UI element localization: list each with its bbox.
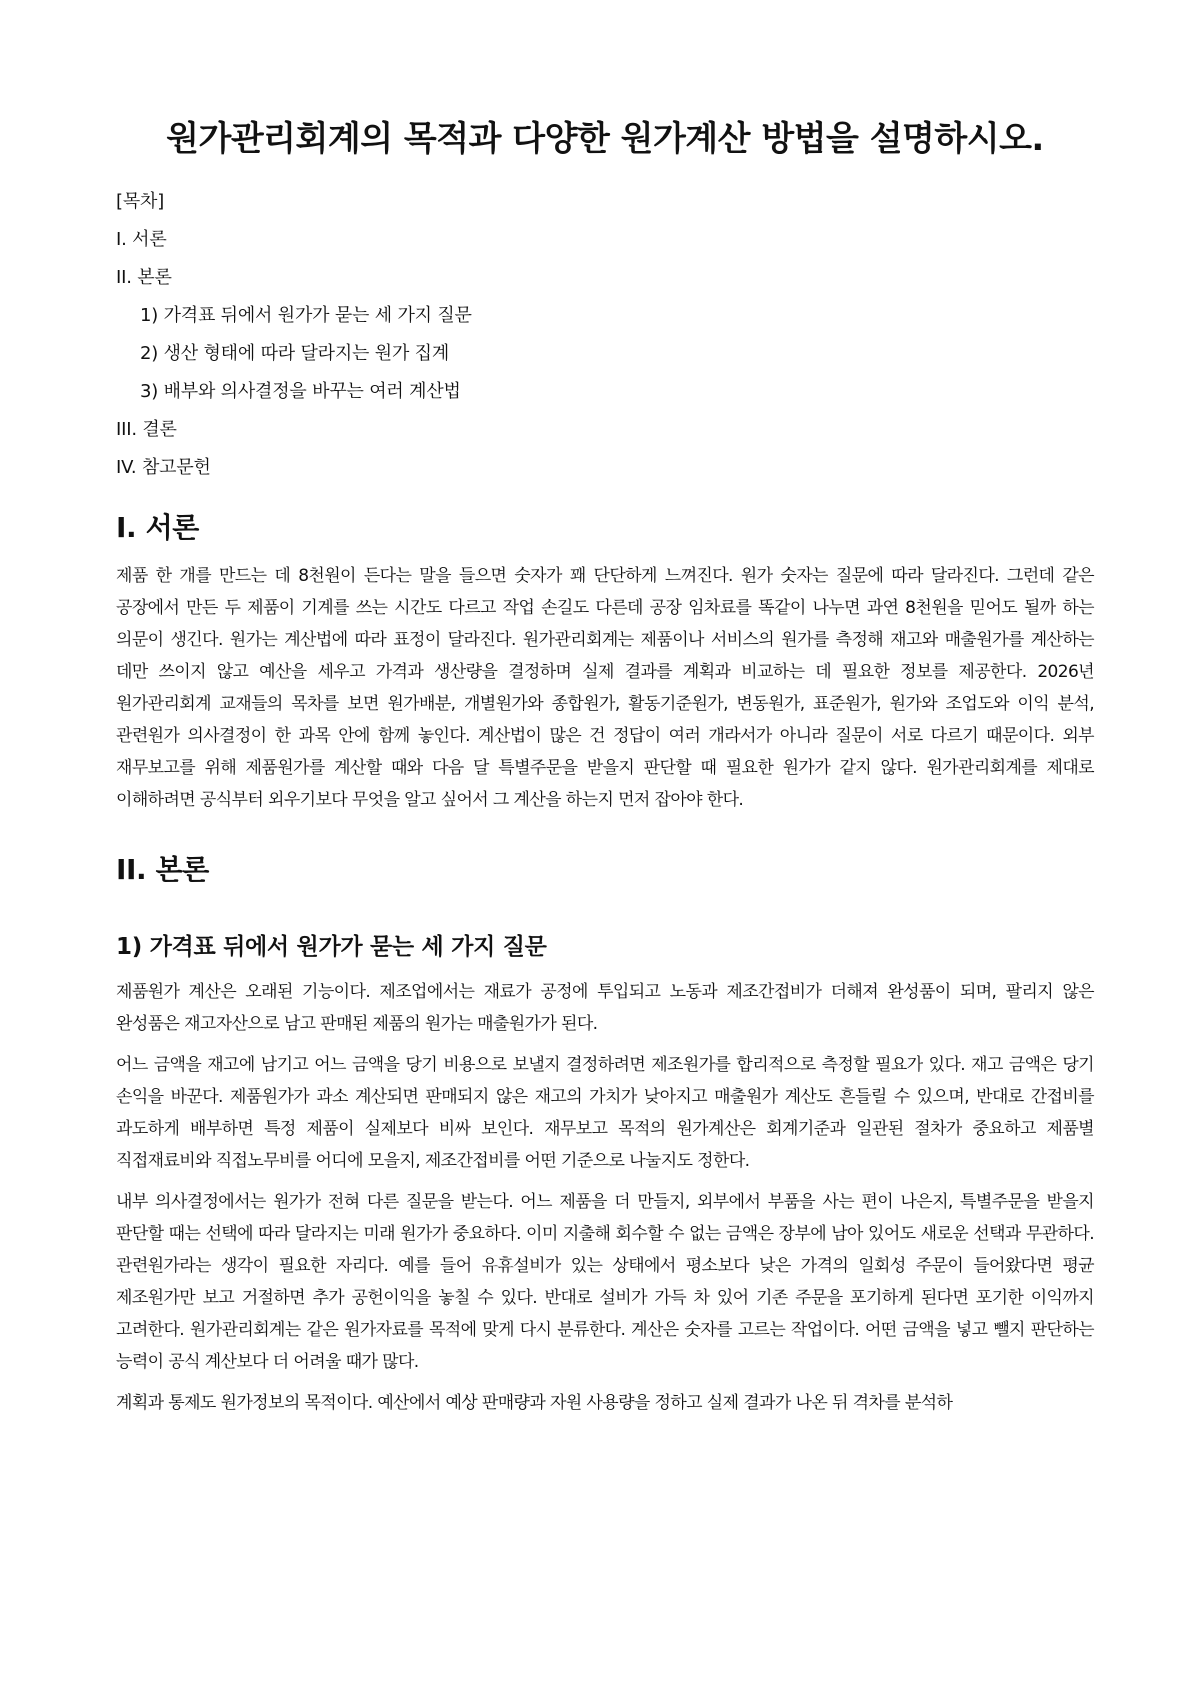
section-1-paragraph: 제품원가 계산은 오래된 기능이다. 제조업에서는 재료가 공정에 투입되고 노동과 제조간접비가 더해져 완성품이 되며, 팔리지 않은 완성품은 재고자산으로 남고 판매된 제품의 원가는 매출원가가 된다.	[116, 982, 1094, 1034]
introduction-paragraph: 제품 한 개를 만드는 데 8천원이 든다는 말을 들으면 숫자가 꽤 단단하게 느껴진다. 원가 숫자는 질문에 따라 달라진다. 그런데 같은 공장에서 만든 두 제품이 기계를 쓰는 시간도 다르고 작업 손길도 다른데 공장 임차료를 똑같이 나누면 과연 8천원을 믿어도 될까 하는 의문이 생긴다. 원가는 계산법에 따라 표정이 달라진다. 원가관리회계는 제품이나 서비스의 원가를 측정해 재고와 매출원가를 계산하는 데만 쓰이지 않고 예산을 세우고 가격과 생산량을 결정하며 실제 결과를 계획과 비교하는 데 필요한 정보를 제공한다. 2026년 원가관리회계 교재들의 목차를 보면 원가배분, 개별원가와 종합원가, 활동기준원가, 변동원가, 표준원가, 원가와 조업도와 이익 분석, 관련원가 의사결정이 한 과목 안에 함께 놓인다. 계산법이 많은 건 정답이 여러 개라서가 아니라 질문이 서로 다르기 때문이다. 외부 재무보고를 위해 제품원가를 계산할 때와 다음 달 특별주문을 받을지 판단할 때 필요한 원가가 같지 않다. 원가관리회계를 제대로 이해하려면 공식부터 외우기보다 무엇을 알고 싶어서 그 계산을 하는지 먼저 잡아야 한다.	[116, 566, 1094, 810]
toc-item-introduction: I. 서론	[116, 229, 167, 250]
section-1-paragraph: 계획과 통제도 원가정보의 목적이다. 예산에서 예상 판매량과 자원 사용량을 정하고 실제 결과가 나온 뒤 격차를 분석하	[116, 1393, 953, 1413]
section-1-heading: 1) 가격표 뒤에서 원가가 묻는 세 가지 질문	[116, 934, 547, 960]
section-1-paragraph: 내부 의사결정에서는 원가가 전혀 다른 질문을 받는다. 어느 제품을 더 만들지, 외부에서 부품을 사는 편이 나은지, 특별주문을 받을지 판단할 때는 선택에 따라 달라지는 미래 원가가 중요하다. 이미 지출해 회수할 수 없는 금액은 장부에 남아 있어도 새로운 선택과 무관하다. 관련원가라는 생각이 필요한 자리다. 예를 들어 유휴설비가 있는 상태에서 평소보다 낮은 가격의 일회성 주문이 들어왔다면 평균 제조원가만 보고 거절하면 추가 공헌이익을 놓칠 수 있다. 반대로 설비가 가득 차 있어 기존 주문을 포기하게 된다면 포기한 이익까지 고려한다. 원가관리회계는 같은 원가자료를 목적에 맞게 다시 분류한다. 계산은 숫자를 고르는 작업이다. 어떤 금액을 넣고 뺄지 판단하는 능력이 공식 계산보다 더 어려울 때가 많다.	[116, 1192, 1094, 1372]
toc-item-references: IV. 참고문헌	[116, 457, 211, 478]
toc-item-body-section-1: 1) 가격표 뒤에서 원가가 묻는 세 가지 질문	[140, 305, 472, 326]
body-heading: II. 본론	[116, 853, 209, 886]
toc-heading: [목차]	[116, 191, 165, 212]
toc-item-body: II. 본론	[116, 267, 172, 288]
introduction-heading: I. 서론	[116, 511, 199, 544]
toc-item-conclusion: III. 결론	[116, 419, 177, 440]
table-of-contents	[116, 190, 1094, 480]
section-1-paragraph: 어느 금액을 재고에 남기고 어느 금액을 당기 비용으로 보낼지 결정하려면 제조원가를 합리적으로 측정할 필요가 있다. 재고 금액은 당기 손익을 바꾼다. 제품원가가 과소 계산되면 판매되지 않은 재고의 가치가 낮아지고 매출원가 계산도 흔들릴 수 있으며, 반대로 간접비를 과도하게 배부하면 특정 제품이 실제보다 비싸 보인다. 재무보고 목적의 원가계산은 회계기준과 일관된 절차가 중요하고 제품별 직접재료비와 직접노무비를 어디에 모을지, 제조간접비를 어떤 기준으로 나눌지도 정한다.	[116, 1055, 1094, 1171]
toc-item-body-section-3: 3) 배부와 의사결정을 바꾸는 여러 계산법	[140, 381, 461, 402]
toc-item-body-section-2: 2) 생산 형태에 따라 달라지는 원가 집계	[140, 343, 450, 364]
document-title: 원가관리회계의 목적과 다양한 원가계산 방법을 설명하시오.	[166, 119, 1044, 159]
